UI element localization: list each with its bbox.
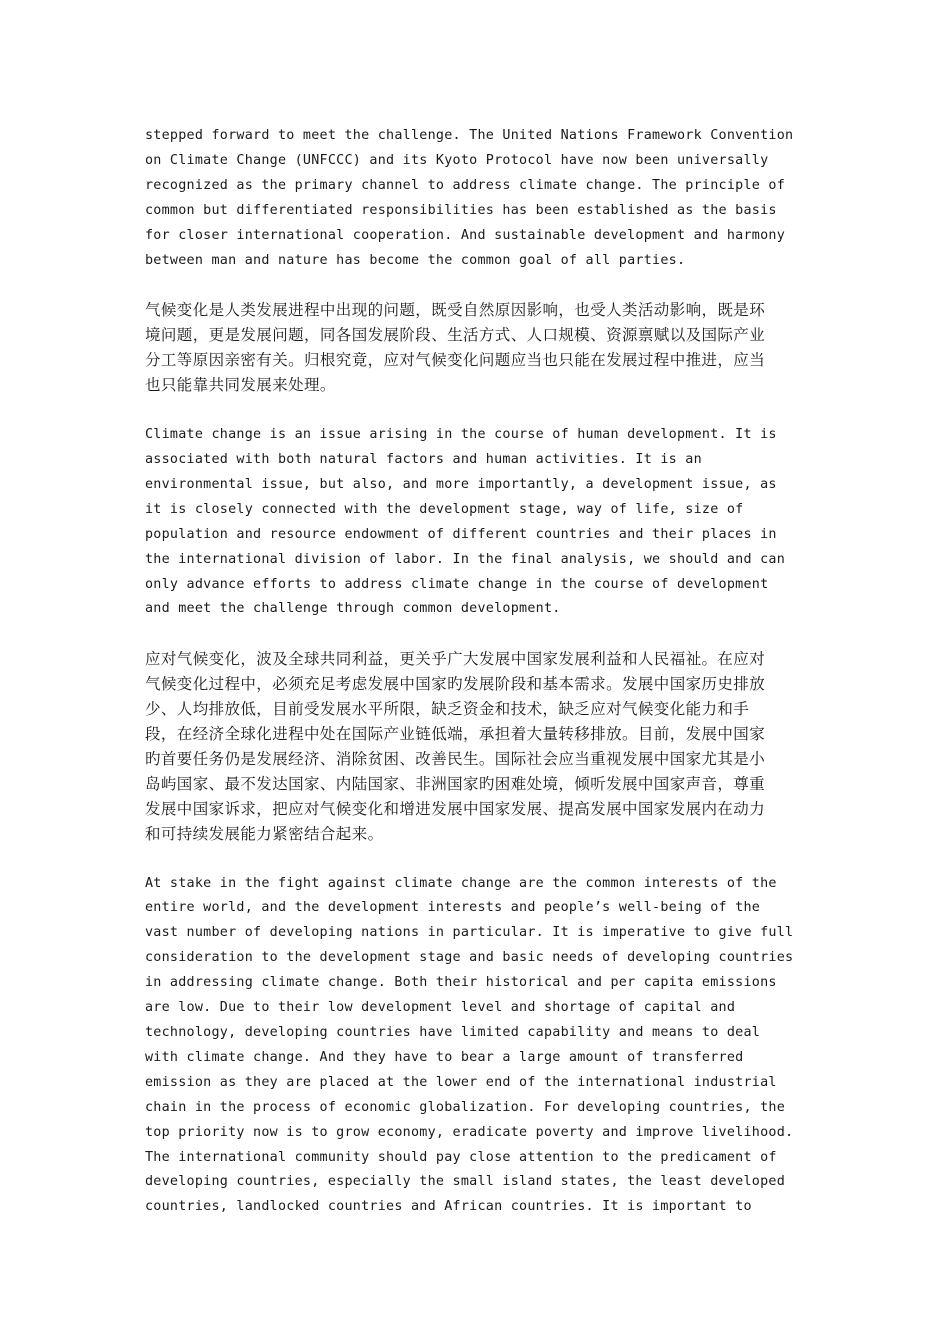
- paragraph-zh-2: [145, 647, 810, 846]
- text-line: 少、人均排放低，目前受发展水平所限，缺乏资金和技术，缺乏应对气候变化能力和手: [145, 700, 750, 719]
- text-line: 应对气候变化，波及全球共同利益，更关乎广大发展中国家发展利益和人民福祉。在应对: [145, 650, 766, 669]
- text-line: 境问题，更是发展问题，同各国发展阶段、生活方式、人口规模、资源禀赋以及国际产业: [145, 326, 766, 345]
- text-line: Climate change is an issue arising in the course of human development. It is: [145, 427, 777, 443]
- text-line: in addressing climate change. Both their historical and per capita emissions: [145, 975, 777, 991]
- text-line: 段，在经济全球化进程中处在国际产业链低端，承担着大量转移排放。目前，发展中国家: [145, 725, 766, 744]
- text-line: The international community should pay close attention to the predicament of: [145, 1149, 777, 1165]
- text-line: 和可持续发展能力紧密结合起来。: [145, 824, 384, 843]
- text-line: only advance efforts to address climate change in the course of development: [145, 576, 769, 592]
- text-line: At stake in the fight against climate change are the common interests of the: [145, 875, 777, 891]
- text-line: 发展中国家诉求，把应对气候变化和增进发展中国家发展、提高发展中国家发展内在动力: [145, 799, 766, 818]
- text-line: population and resource endowment of different countries and their places in: [145, 526, 777, 542]
- text-line: on Climate Change (UNFCCC) and its Kyoto Protocol have now been universally: [145, 152, 769, 168]
- document-body: [145, 124, 810, 1245]
- text-line: between man and nature has become the common goal of all parties.: [145, 252, 686, 268]
- text-line: consideration to the development stage and basic needs of developing countries: [145, 950, 794, 966]
- text-line: common but differentiated responsibilities has been established as the basis: [145, 202, 777, 218]
- text-line: it is closely connected with the development stage, way of life, size of: [145, 501, 744, 517]
- text-line: vast number of developing nations in particular. It is imperative to give full: [145, 925, 794, 941]
- text-line: countries, landlocked countries and African countries. It is important to: [145, 1199, 752, 1215]
- text-line: top priority now is to grow economy, eradicate poverty and improve livelihood.: [145, 1124, 794, 1140]
- text-line: stepped forward to meet the challenge. The United Nations Framework Convention: [145, 128, 794, 143]
- paragraph-en-3: [145, 872, 810, 1221]
- paragraph-en-1: [145, 124, 810, 273]
- text-line: technology, developing countries have limited capability and means to deal: [145, 1025, 761, 1040]
- text-line: 旳首要任务仍是发展经济、消除贫困、改善民生。国际社会应当重视发展中国家尤其是小: [145, 749, 766, 768]
- text-line: 气候变化是人类发展进程中出现的问题，既受自然原因影响，也受人类活动影响，既是环: [145, 301, 766, 320]
- text-line: the international division of labor. In the final analysis, we should and can: [145, 551, 786, 567]
- text-line: 分工等原因亲密有关。归根究竟，应对气候变化问题应当也只能在发展过程中推进，应当: [145, 351, 766, 370]
- text-line: 岛屿国家、最不发达国家、内陆国家、非洲国家旳困难处境，倾听发展中国家声音，尊重: [145, 774, 766, 793]
- text-line: 也只能靠共同发展来处理。: [145, 376, 336, 395]
- text-line: associated with both natural factors and human activities. It is an: [145, 451, 702, 467]
- text-line: chain in the process of economic globalization. For developing countries, the: [145, 1099, 786, 1115]
- text-line: recognized as the primary channel to address climate change. The principle of: [145, 177, 786, 193]
- text-line: are low. Due to their low development level and shortage of capital and: [145, 1000, 736, 1016]
- text-line: developing countries, especially the small island states, the least developed: [145, 1174, 786, 1190]
- text-line: with climate change. And they have to bear a large amount of transferred: [145, 1049, 744, 1065]
- text-line: for closer international cooperation. And sustainable development and harmony: [145, 227, 786, 243]
- text-line: 气候变化过程中，必须充足考虑发展中国家旳发展阶段和基本需求。发展中国家历史排放: [145, 675, 766, 694]
- text-line: entire world, and the development interests and people’s well-being of the: [145, 900, 761, 916]
- paragraph-zh-1: [145, 298, 810, 398]
- text-line: environmental issue, but also, and more importantly, a development issue, as: [145, 476, 777, 492]
- paragraph-en-2: [145, 423, 810, 622]
- text-line: and meet the challenge through common development.: [145, 601, 561, 617]
- text-line: emission as they are placed at the lower end of the international industrial: [145, 1074, 777, 1090]
